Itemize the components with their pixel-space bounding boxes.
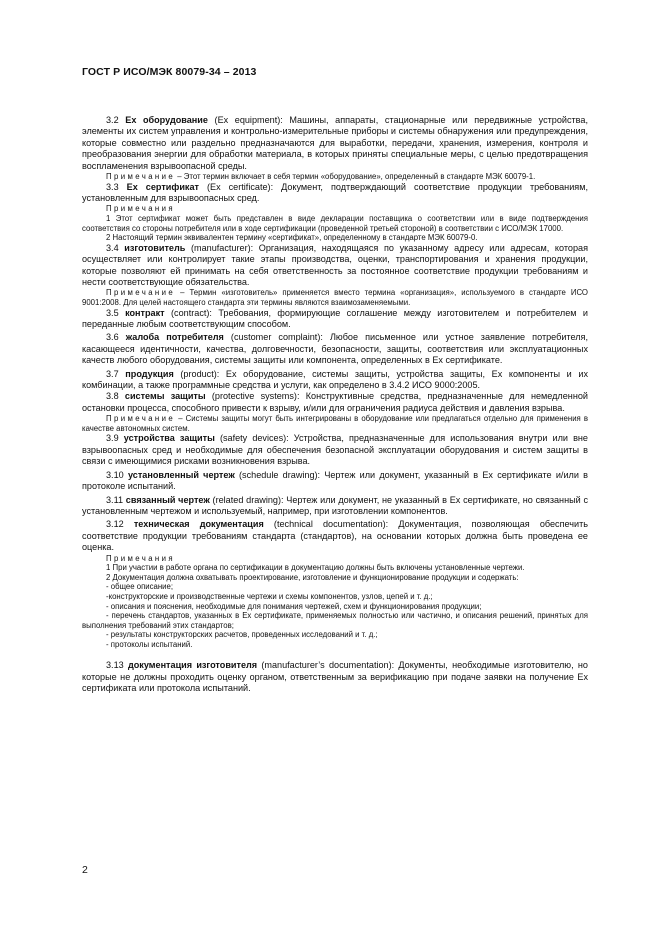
note-3-4 bbox=[82, 288, 588, 307]
term-definition: (contract): Требования, формирующие соглашение между изготовителем и потребителем и переданные любым соответствующим способом. bbox=[82, 307, 589, 330]
notes-heading-3-3: Примечания bbox=[106, 204, 176, 214]
note-label: Примечание bbox=[106, 172, 176, 182]
page-number: 2 bbox=[82, 864, 88, 876]
list-item: - общее описание; bbox=[106, 582, 174, 592]
clause-number: 3.8 bbox=[106, 391, 119, 402]
term-name: устройства защиты bbox=[123, 433, 215, 444]
term-name: системы защиты bbox=[124, 391, 206, 402]
page-header: ГОСТ Р ИСО/МЭК 80079-34 – 2013 bbox=[82, 66, 257, 78]
term-3-2 bbox=[82, 115, 588, 172]
term-3-12 bbox=[82, 519, 588, 553]
term-definition: (safety devices): Устройства, предназначенные для использования внутри или вне взрывоопасных сред и необходимые для обеспечения безопасной эксплуатации оборудования и систем защиты в связи с имеющимися рисками возникновения взрыва. bbox=[82, 433, 588, 467]
note-label: Примечание bbox=[106, 288, 176, 298]
clause-number: 3.13 bbox=[106, 660, 124, 671]
clause-number: 3.6 bbox=[106, 332, 119, 343]
document-body bbox=[82, 115, 588, 695]
note-3-12-2: 2 Документация должна охватывать проектирование, изготовление и функционирование продукции и содержать: bbox=[106, 572, 519, 582]
note-3-12-1: 1 При участии в работе органа по сертификации в документацию должны быть включены установленные чертежи. bbox=[106, 563, 525, 573]
clause-number: 3.11 bbox=[106, 494, 124, 505]
term-3-8 bbox=[82, 391, 588, 414]
term-3-4 bbox=[82, 243, 588, 289]
list-item: - описания и пояснения, необходимые для понимания чертежей, схем и функционирования продукции; bbox=[106, 601, 482, 611]
term-name: изготовитель bbox=[124, 242, 186, 253]
term-definition: (Ex equipment): Машины, аппараты, стационарные или передвижные устройства, элементы их систем управления и контрольно-измерительные приборы и системы обнаружения или предупреждения, которые совместно или раздельно предназначаются для выработки, передачи, хранения, измерения, контроля и преобразования энергии для обработки материала, в которых приняты специальные меры, с целью предотвращения воспламенения взрывоопасной среды. bbox=[82, 115, 588, 171]
list-item: -конструкторские и производственные чертежи и схемы компонентов, узлов, цепей и т. д.; bbox=[106, 591, 433, 601]
note-text: – Термин «изготовитель» применяется вместо термина «организация», используемого в стандарте ИСО 9001:2008. Для целей настоящего стандарта эти термины являются взаимозаменяемыми. bbox=[82, 288, 588, 308]
term-3-9 bbox=[82, 433, 588, 467]
term-definition: (manufacturer’s documentation): Документы, необходимые изготовителю, но которые не должны проходить оценку органом, ответственным за верификацию при подаче заявки на получение Ех сертификата или протокола испытаний. bbox=[82, 660, 588, 694]
term-definition: (customer complaint): Любое письменное или устное заявление потребителя, касающееся идентичности, качества, долговечности, безопасности, защиты, соответствия или эксплуатационных качеств любого оборудования, системы защиты или компонента, определенных в Ех сертификате. bbox=[82, 332, 588, 366]
term-definition: (protective systems): Конструктивные средства, предназначенные для немедленной остановки процесса, способного привести к взрыву, и/или для ограничения радиуса действия и давления взрыва. bbox=[82, 391, 588, 413]
note-3-8 bbox=[82, 414, 588, 433]
list-item: - результаты конструкторских расчетов, проведенных исследований и т. д.; bbox=[106, 630, 378, 640]
note-3-3-2: 2 Настоящий термин эквивалентен термину «сертификат», определенному в стандарте МЭК 60079-0. bbox=[106, 233, 478, 243]
list-item: - перечень стандартов, указанных в Ех сертификате, применяемых полностью или частично, и описания решений, принятых для выполнения требований этих стандартов; bbox=[82, 611, 588, 630]
term-definition: (manufacturer): Организация, находящаяся по указанному адресу или адресам, которая осуществляет или контролирует такие этапы производства, оценки, транспортирования и хранения продукции, которые позволяют ей принимать на себя ответственность за постоянное соответствие продукции требованиям и нести соответствующие обязательства. bbox=[82, 242, 588, 288]
clause-number: 3.7 bbox=[106, 368, 119, 379]
clause-number: 3.12 bbox=[106, 519, 124, 530]
clause-number: 3.2 bbox=[106, 115, 119, 125]
note-3-2 bbox=[82, 172, 588, 182]
term-3-7 bbox=[82, 369, 588, 392]
note-3-3-1: 1 Этот сертификат может быть представлен в виде декларации поставщика о соответствии или в виде подтверждения соответствия со стороны потребителя или в ходе сертификации (проведенной третьей стороной) в соответствии с ИСО/МЭК 17000. bbox=[82, 214, 588, 233]
clause-number: 3.5 bbox=[106, 307, 119, 318]
term-name: установленный чертеж bbox=[127, 469, 235, 480]
term-name: связанный чертеж bbox=[125, 494, 210, 505]
term-3-6 bbox=[82, 332, 588, 366]
term-name: документация изготовителя bbox=[127, 660, 258, 671]
term-definition: (schedule drawing): Чертеж или документ, указанный в Ех сертификате и/или в протоколе испытаний. bbox=[82, 469, 588, 492]
clause-number: 3.4 bbox=[106, 242, 119, 253]
term-name: техническая документация bbox=[133, 519, 264, 530]
note-label: Примечание bbox=[106, 414, 176, 424]
note-text: – Этот термин включает в себя термин «оборудование», определенный в стандарте МЭК 60079-1. bbox=[175, 172, 536, 182]
term-3-5 bbox=[82, 308, 588, 331]
notes-heading-3-12: Примечания bbox=[106, 553, 176, 563]
term-3-11 bbox=[82, 495, 588, 518]
term-definition: (Ex certificate): Документ, подтверждающий соответствие продукции требованиям, установленным для взрывоопасных сред. bbox=[82, 181, 588, 204]
term-definition: (product): Ех оборудование, системы защиты, устройства защиты, Ех компоненты и их комбинации, а также программные средства и услуги, как определено в 3.4.2 ИСО 9000:2005. bbox=[82, 368, 589, 391]
clause-number: 3.10 bbox=[106, 469, 124, 480]
term-name: жалоба потребителя bbox=[125, 332, 224, 343]
term-3-13 bbox=[82, 660, 588, 694]
clause-number: 3.9 bbox=[106, 433, 119, 444]
term-3-3 bbox=[82, 182, 588, 205]
term-name: Ех сертификат bbox=[126, 181, 199, 192]
term-definition: (technical documentation): Документация, позволяющая обеспечить соответствие продукции требованиям стандарта (стандартов), на основании которых должна быть проведена ее оценка. bbox=[82, 519, 588, 553]
clause-number: 3.3 bbox=[106, 181, 119, 192]
term-definition: (related drawing): Чертеж или документ, не указанный в Ех сертификате, но связанный с установленным чертежом и используемый, например, при изготовлении компонентов. bbox=[82, 494, 589, 516]
list-item: - протоколы испытаний. bbox=[106, 639, 193, 649]
term-3-10 bbox=[82, 470, 588, 493]
term-name: контракт bbox=[125, 307, 165, 318]
note-text: – Системы защиты могут быть интегрированы в оборудование или предлагаться отдельно для применения в качестве автономных систем. bbox=[82, 414, 588, 433]
term-name: продукция bbox=[125, 368, 174, 379]
term-name: Ех оборудование bbox=[125, 115, 208, 125]
